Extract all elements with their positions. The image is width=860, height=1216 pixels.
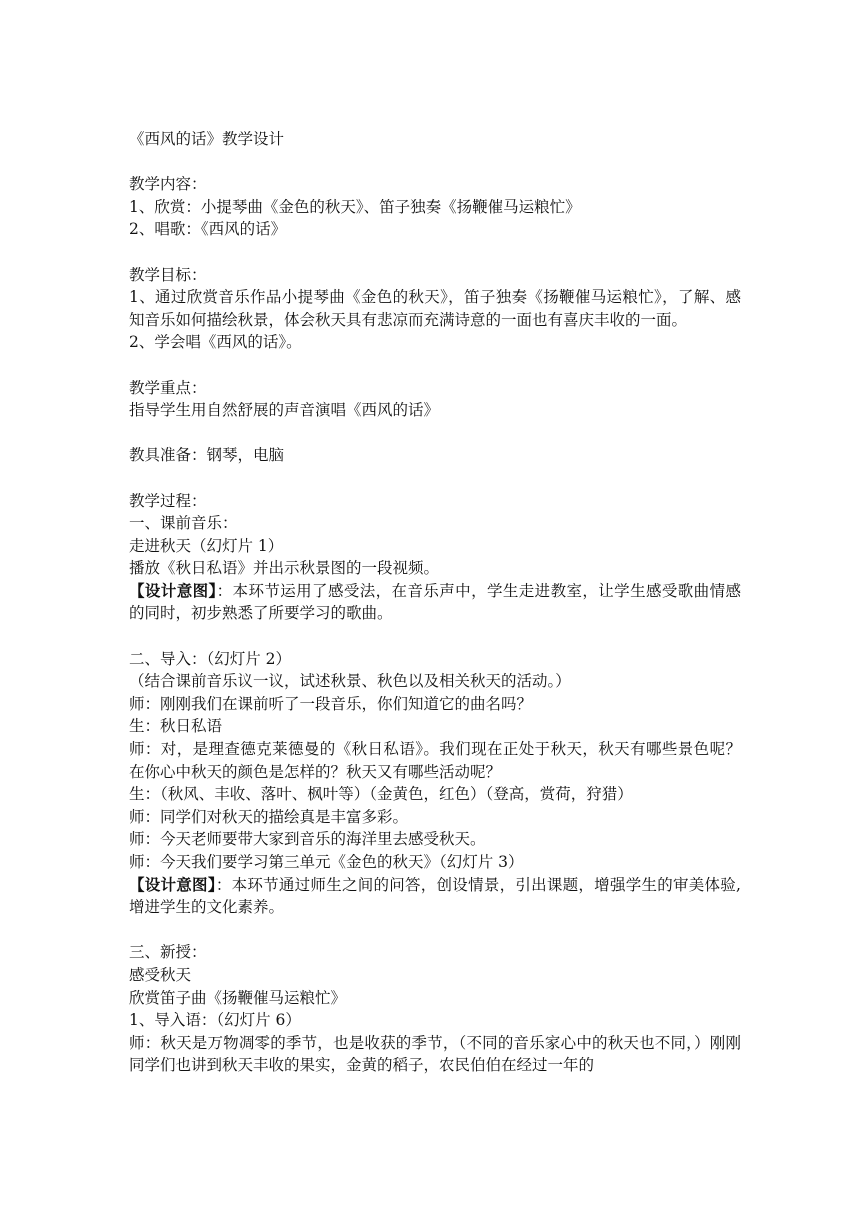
intent-text: ：本环节通过师生之间的问答，创设情景，引出课题，增强学生的审美体验,增进学生的文化素养。 — [129, 875, 741, 917]
focus-heading: 教学重点： — [129, 378, 207, 397]
goal-1: 1、通过欣赏音乐作品小提琴曲《金色的秋天》，笛子独奏《扬鞭催马运粮忙》，了解、感知音乐如何描绘秋景，体会秋天具有悲凉而充满诗意的一面也有喜庆丰收的一面。 — [129, 288, 741, 329]
section-1-heading: 一、课前音乐： — [129, 514, 238, 533]
section-3-line: 1、导入语：（幻灯片 6） — [129, 1011, 301, 1030]
spacer — [129, 625, 741, 648]
section-3-heading: 三、新授： — [129, 943, 207, 962]
content-item-2: 2、唱歌：《西风的话》 — [129, 220, 287, 239]
section-2-line: 师：刚刚我们在课前听了一段音乐，你们知道它的曲名吗？ — [129, 694, 533, 713]
section-2-line: （结合课前音乐议一议，试述秋景、秋色以及相关秋天的活动。） — [129, 672, 571, 691]
section-2-line: 师：同学们对秋天的描绘真是丰富多彩。 — [129, 807, 409, 826]
intent-label: 【设计意图】 — [129, 580, 217, 600]
section-3-line: 欣赏笛子曲《扬鞭催马运粮忙》 — [129, 988, 347, 1007]
section-2-heading: 二、导入：（幻灯片 2） — [129, 649, 292, 668]
spacer — [129, 354, 741, 377]
spacer — [129, 422, 741, 445]
section-2-intent — [129, 874, 741, 919]
section-1-line: 播放《秋日私语》并出示秋景图的一段视频。 — [129, 559, 440, 578]
goals-heading: 教学目标： — [129, 265, 207, 284]
tools-line: 教具准备：钢琴，电脑 — [129, 446, 285, 465]
section-2-line: 师：对，是理查德克莱德曼的《秋日私语》。我们现在正处于秋天，秋天有哪些景色呢？在你心中秋天的颜色是怎样的？秋天又有哪些活动呢？ — [129, 740, 741, 781]
spacer — [129, 467, 741, 490]
process-heading: 教学过程： — [129, 491, 207, 510]
intent-label: 【设计意图】 — [129, 874, 216, 894]
section-3-line: 师：秋天是万物凋零的季节，也是收获的季节，（不同的音乐家心中的秋天也不同，）刚刚同学们也讲到秋天丰收的果实，金黄的稻子，农民伯伯在经过一年的 — [129, 1033, 741, 1075]
section-3-line: 感受秋天 — [129, 965, 192, 984]
spacer — [129, 241, 741, 264]
spacer — [129, 151, 741, 174]
goal-2: 2、学会唱《西风的话》。 — [129, 333, 302, 352]
document-title: 《西风的话》教学设计 — [129, 130, 285, 148]
intent-text: ：本环节运用了感受法，在音乐声中，学生走进教室，让学生感受歌曲情感的同时，初步熟悉了所要学习的歌曲。 — [129, 581, 741, 623]
section-2-line: 师：今天我们要学习第三单元《金色的秋天》（幻灯片 3） — [129, 853, 524, 871]
document-page — [129, 128, 741, 1077]
section-2-line: 生：秋日私语 — [129, 717, 223, 736]
section-2-line: 生：（秋风、丰收、落叶、枫叶等）（金黄色，红色）（登高，赏荷，狩猎） — [129, 785, 633, 804]
content-heading: 教学内容： — [129, 175, 207, 194]
section-1-intent — [129, 580, 741, 625]
focus-text: 指导学生用自然舒展的声音演唱《西风的话》 — [129, 401, 440, 420]
section-1-line: 走进秋天（幻灯片 1） — [129, 536, 284, 555]
section-2-line: 师：今天老师要带大家到音乐的海洋里去感受秋天。 — [129, 830, 486, 849]
content-item-1: 1、欣赏：小提琴曲《金色的秋天》、笛子独奏《扬鞭催马运粮忙》 — [129, 197, 581, 216]
spacer — [129, 919, 741, 942]
